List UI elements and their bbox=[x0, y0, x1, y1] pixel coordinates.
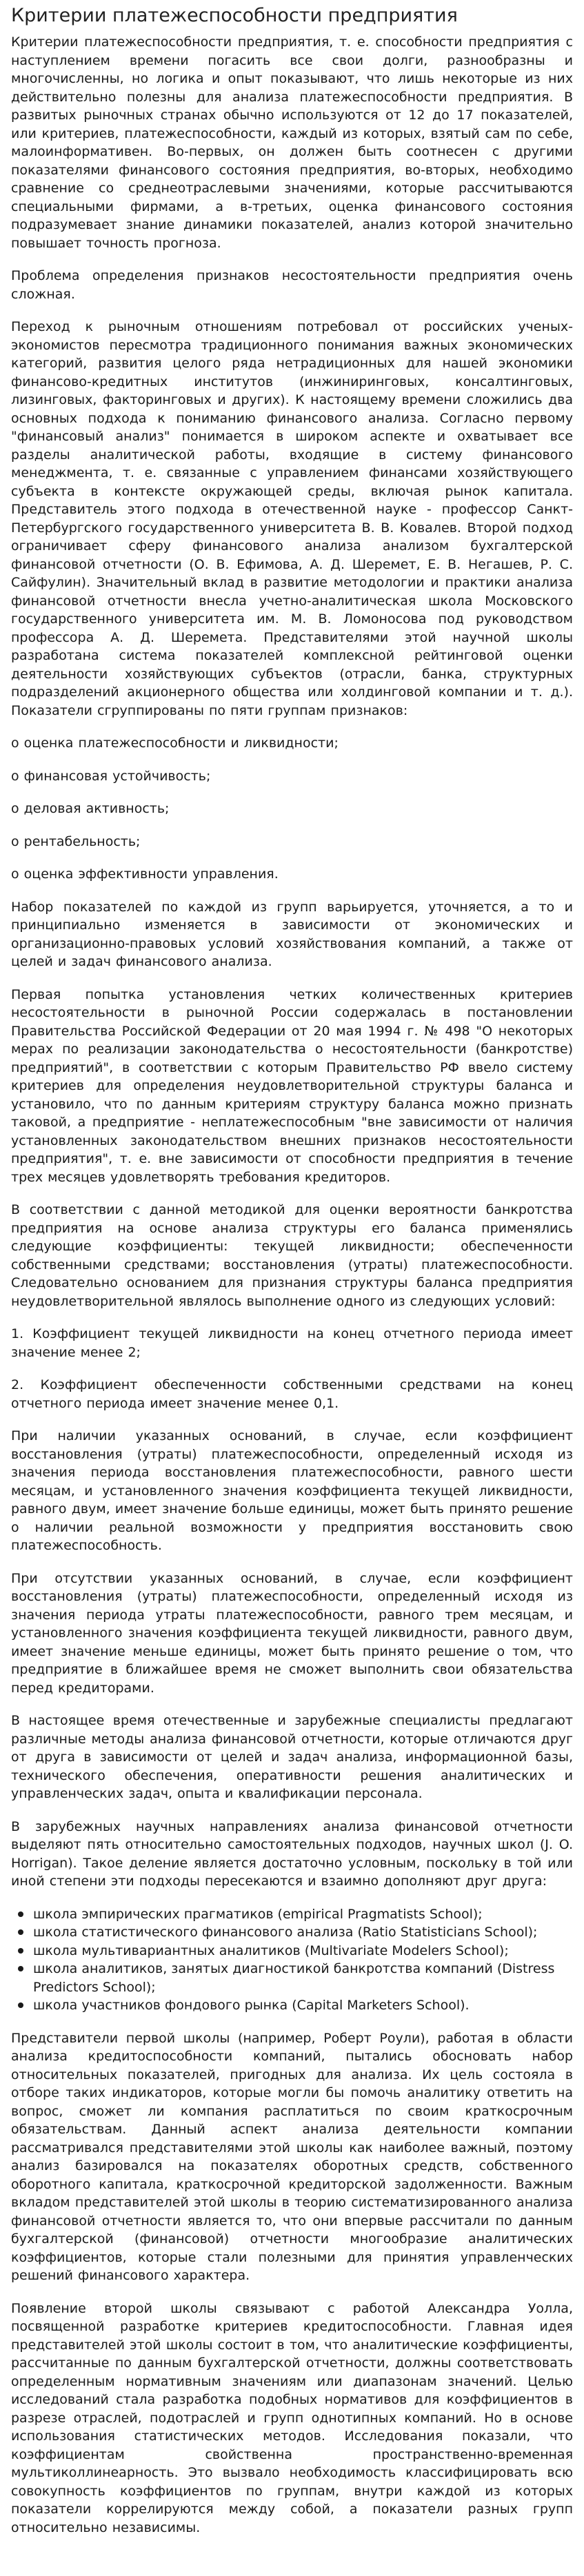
list-item bbox=[33, 1905, 573, 1924]
bullet-icon bbox=[18, 2002, 23, 2008]
paragraph-current-methods: В настоящее время отечественные и зарубежные специалисты предлагают различные методы анализа финансовой отчетности, которые отличаются друг от друга в зависимости от целей и задач анализа, информационной базы, технического обеспечения, оперативности решения аналитических и управленческих задач, опыта и квалификации персонала. bbox=[11, 1713, 573, 1801]
group-item: о оценка эффективности управления. bbox=[11, 866, 279, 882]
paragraph-approaches: Переход к рыночным отношениям потребовал от российских ученых-экономистов пересмотра традиционного понимания важных экономических категорий, развития целого ряда нетрадиционных для нашей экономики финансово-кредитных институтов (инжиниринговых, консалтинговых, лизинговых, факторинговых и других). К настоящему времени сложились два основных подхода к пониманию финансового анализа. Согласно первому "финансовый анализ" понимается в широком аспекте и охватывает все разделы аналитической работы, входящие в систему финансового менеджмента, т. е. связанные с управлением финансами хозяйствующего субъекта в контексте окружающей среды, включая рынок капитала. Представитель этого подхода в отечественной науке - профессор Санкт-Петербургского государственного университета В. В. Ковалев. Второй подход ограничивает сферу финансового анализа анализом бухгалтерской финансовой отчетности (О. В. Ефимова, А. Д. Шеремет, Е. В. Негашев, Р. С. Сайфулин). Значительный вклад в развитие методологии и практики анализа финансовой отчетности внесла учетно-аналитическая школа Московского государственного университета им. М. В. Ломоносова под руководством профессора А. Д. Шеремета. Представителями этой научной школы разработана система показателей комплексной рейтинговой оценки деятельности хозяйствующих субъектов (отрасли, банка, структурных подразделений акционерного общества или холдинговой компании и т. д.). Показатели сгруппированы по пяти группам признаков: bbox=[11, 319, 573, 718]
bullet-icon bbox=[18, 1929, 23, 1935]
group-item: о финансовая устойчивость; bbox=[11, 768, 211, 784]
bullet-icon bbox=[18, 1911, 23, 1917]
paragraph-method: В соответствии с данной методикой для оценки вероятности банкротства предприятия на основе анализа структуры его баланса применялись следующие коэффициенты: текущей ликвидности; обеспеченности собственными средствами; восстановления (утраты) платежеспособности. Следовательно основанием для признания структуры баланса предприятия неудовлетворительной являлось выполнение одного из следующих условий: bbox=[11, 1202, 573, 1309]
bullet-icon bbox=[18, 1948, 23, 1954]
list-item-text: школа эмпирических прагматиков (empirical Pragmatists School); bbox=[33, 1906, 483, 1922]
paragraph-intro: Критерии платежеспособности предприятия, т. е. способности предприятия с наступлением времени погасить все свои долги, разнообразны и многочисленны, но логика и опыт показывают, что лишь некоторые из них действительно полезны для анализа платежеспособности предприятия. В развитых рыночных странах обычно используются от 12 до 17 показателей, или критериев, платежеспособности, каждый из которых, взятый сам по себе, малоинформативен. Во-первых, он должен быть соотнесен с другими показателями финансового состояния предприятия, во-вторых, необходимо сравнение со среднеотраслевыми значениями, которые рассчитываются специальными фирмами, а в-третьих, оценка финансового состояния подразумевает знание динамики показателей, анализ которой значительно повышает точность прогноза. bbox=[11, 34, 573, 251]
paragraph-second-school: Появление второй школы связывают с работой Александра Уолла, посвященной разработке критериев кредитоспособности. Главная идея представителей этой школы состоит в том, что аналитические коэффициенты, рассчитанные по данным бухгалтерской отчетности, должны соответствовать определенным нормативным значениям или диапазонам значений. Целью исследований стала разработка подобных нормативов для коэффициентов в разрезе отраслей, подотраслей и групп однотипных компаний. Но в основе использования статистических методов. Исследования показали, что коэффициентам свойственна пространственно-временная мультиколлинеарность. Это вызвало необходимость классифицировать всю совокупность коэффициентов по группам, внутри каждой из которых показатели коррелируются между собой, а показатели разных групп относительно независимы. bbox=[11, 2300, 573, 2535]
group-item: о деловая активность; bbox=[11, 801, 170, 816]
list-item bbox=[33, 1996, 573, 2015]
page-title: Критерии платежеспособности предприятия bbox=[11, 5, 458, 26]
paragraph-problem: Проблема определения признаков несостоятельности предприятия очень сложная. bbox=[11, 268, 573, 302]
schools-list bbox=[11, 1905, 573, 2015]
list-item bbox=[33, 1923, 573, 1942]
condition-item: 1. Коэффициент текущей ликвидности на конец отчетного периода имеет значение менее 2; bbox=[11, 1326, 573, 1360]
list-item bbox=[33, 1942, 573, 1960]
paragraph-first-school: Представители первой школы (например, Роберт Роули), работая в области анализа кредитоспособности компаний, пытались обосновать набор относительных показателей, пригодных для анализа. Их цель состояла в отборе таких индикаторов, которые могли бы помочь аналитику ответить на вопрос, сможет ли компания расплатиться по своим краткосрочным обязательствам. Данный аспект анализа деятельности компании рассматривался представителями этой школы как наиболее важный, поэтому анализ базировался на показателях оборотных средств, собственного оборотного капитала, краткосрочной кредиторской задолженности. Важным вкладом представителей этой школы в теорию систематизированного анализа финансовой отчетности является то, что они впервые рассчитали по данным бухгалтерской (финансовой) отчетности многообразие аналитических коэффициентов, которые стали полезными для принятия управленческих решений финансового характера. bbox=[11, 2030, 573, 2283]
list-item-text: школа аналитиков, занятых диагностикой банкротства компаний (Distress Predictors School); bbox=[33, 1961, 555, 1995]
list-item-text: школа мультивариантных аналитиков (Multivariate Modelers School); bbox=[33, 1943, 509, 1958]
list-item-text: школа статистического финансового анализа (Ratio Statisticians School); bbox=[33, 1925, 538, 1940]
condition-item: 2. Коэффициент обеспеченности собственными средствами на конец отчетного периода имеет значение менее 0,1. bbox=[11, 1377, 573, 1411]
paragraph-foreign-schools: В зарубежных научных направлениях анализа финансовой отчетности выделяют пять относительно самостоятельных подходов, научных школ (J. O. Horrigan). Такое деление является достаточно условным, поскольку в той или иной степени эти подходы пересекаются и взаимно дополняют друг друга: bbox=[11, 1818, 573, 1889]
paragraph-first-attempt: Первая попытка установления четких количественных критериев несостоятельности в рыночной России содержалась в постановлении Правительства Российской Федерации от 20 мая 1994 г. № 498 "О некоторых мерах по реализации законодательства о несостоятельности (банкротстве) предприятий", в соответствии с которым Правительство РФ ввело систему критериев для определения неудовлетворительной структуры баланса и установило, что по данным критериям структуру баланса можно признать таковой, а предприятие - неплатежеспособным "вне зависимости от наличия установленных законодательством внешних признаков несостоятельности предприятия", т. е. вне зависимости от способности предприятия в течение трех месяцев удовлетворять требования кредиторов. bbox=[11, 986, 573, 1185]
bullet-icon bbox=[18, 1966, 23, 1971]
list-item bbox=[33, 1960, 573, 1996]
list-item-text: школа участников фондового рынка (Capital Marketers School). bbox=[33, 1998, 470, 2013]
group-item: о рентабельность; bbox=[11, 833, 141, 849]
group-item: о оценка платежеспособности и ликвидности; bbox=[11, 736, 339, 751]
paragraph-indicator-set: Набор показателей по каждой из групп варьируется, уточняется, а то и принципиально изменяется в зависимости от экономических и организационно-правовых условий хозяйствования компаний, а также от целей и задач финансового анализа. bbox=[11, 899, 573, 969]
paragraph-loss: При отсутствии указанных оснований, в случае, если коэффициент восстановления (утраты) платежеспособности, определенный исходя из значения периода утраты платежеспособности, равного трем месяцам, и установленного значения коэффициента текущей ликвидности, равного двум, имеет значение меньше единицы, может быть принято решение о том, что предприятие в ближайшее время не сможет выполнить свои обязательства перед кредиторами. bbox=[11, 1570, 573, 1696]
paragraph-recovery: При наличии указанных оснований, в случае, если коэффициент восстановления (утраты) платежеспособности, определенный исходя из значения периода восстановления платежеспособности, равного шести месяцам, и установленного значения коэффициента текущей ликвидности, равного двум, имеет значение больше единицы, может быть принято решение о наличии реальной возможности у предприятия восстановить свою платежеспособность. bbox=[11, 1428, 573, 1553]
